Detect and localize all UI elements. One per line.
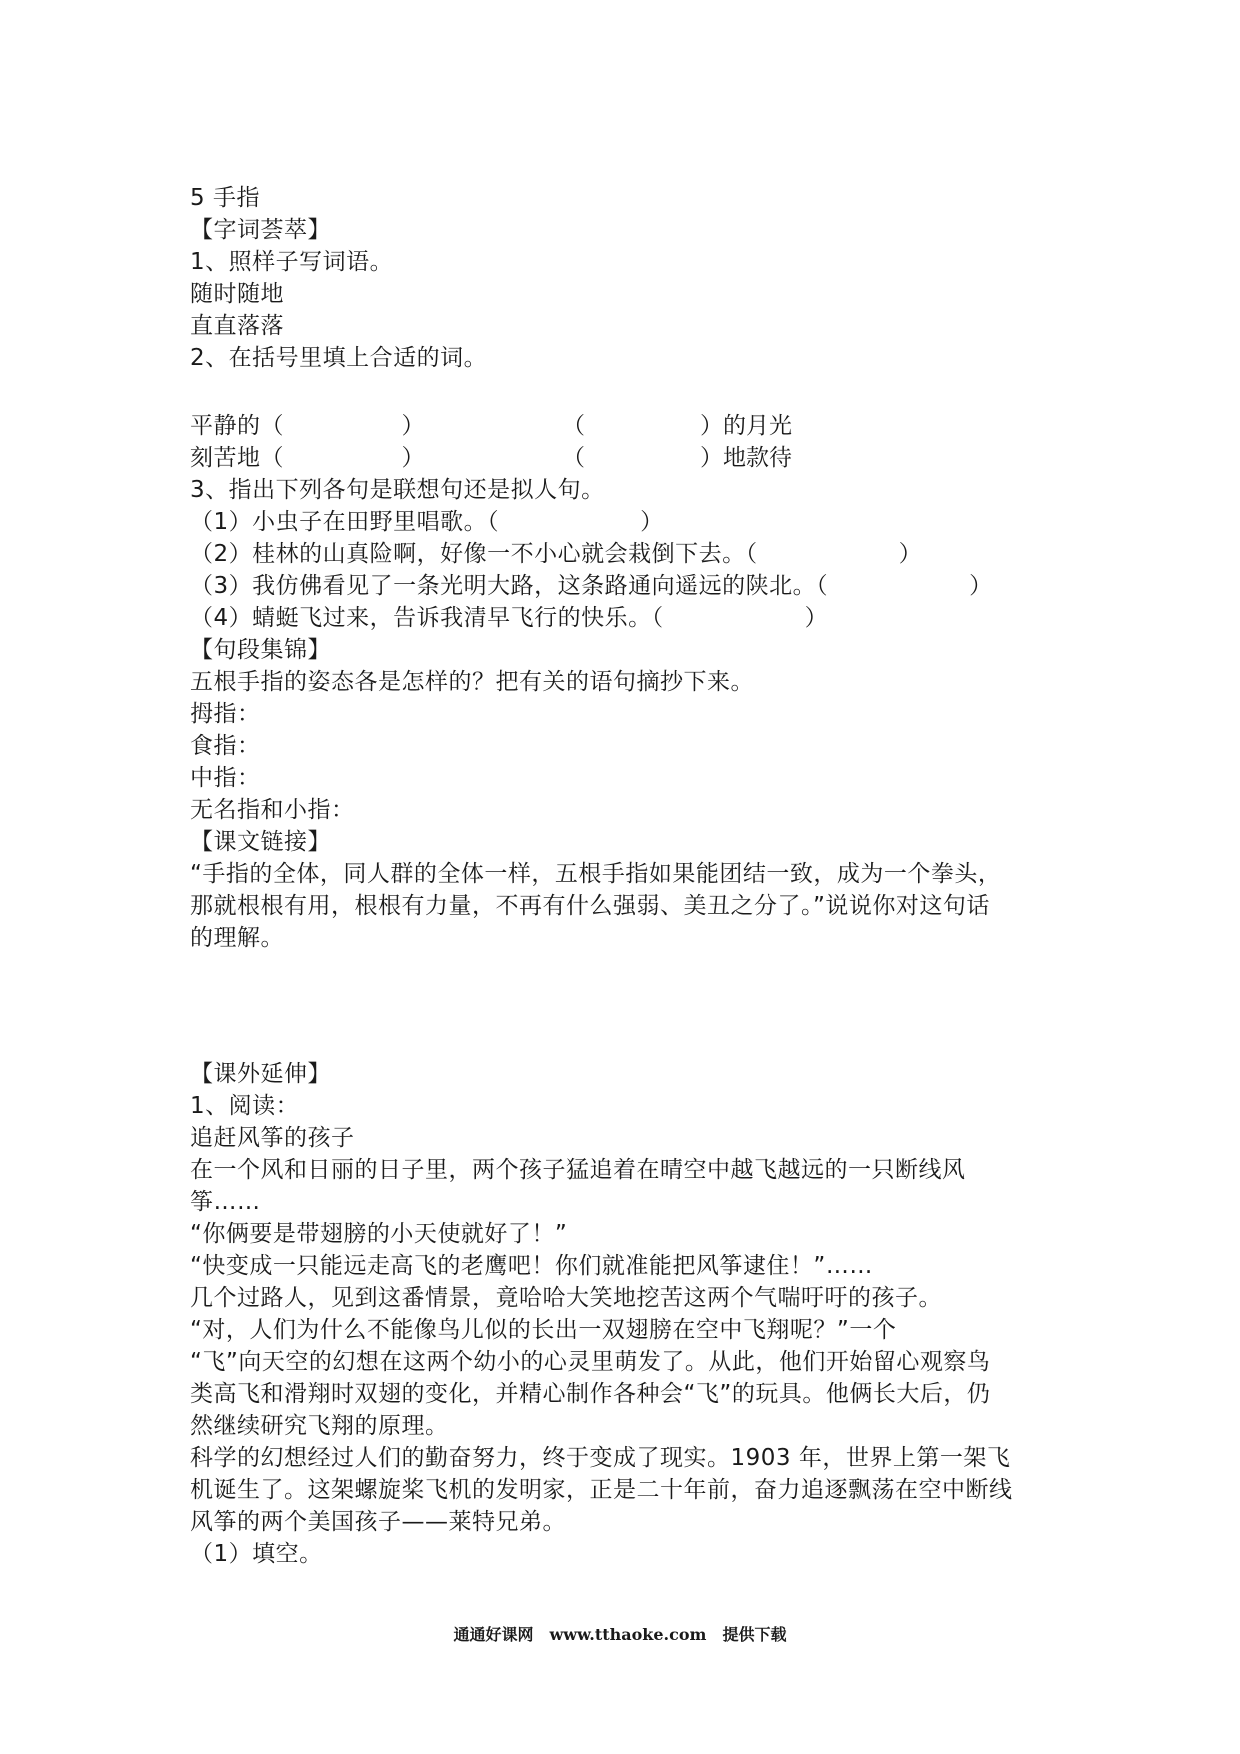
finger-index: 食指： [190, 733, 261, 759]
footer-source: 通通好课网 www.tthaoke.com 提供下载 [453, 1625, 787, 1644]
fill-row-1-left: 平静的（ ） [190, 413, 425, 439]
question-2: 2、在括号里填上合适的词。 [190, 345, 488, 371]
story-line-6: “对，人们为什么不能像鸟儿似的长出一双翅膀在空中飞翔呢？”一个 [190, 1317, 897, 1343]
fill-row-2-left: 刻苦地（ ） [190, 445, 425, 471]
question-3: 3、指出下列各句是联想句还是拟人句。 [190, 477, 605, 503]
text-link-line-3: 的理解。 [190, 925, 284, 951]
finger-thumb: 拇指： [190, 701, 261, 727]
fill-row-2-right: （ ）地款待 [562, 445, 792, 471]
text-link-line-2: 那就根根有用，根根有力量，不再有什么强弱、美丑之分了。”说说你对这句话 [190, 893, 990, 919]
story-line-4: “快变成一只能远走高飞的老鹰吧！你们就准能把风筝逮住！”…… [190, 1253, 873, 1279]
story-line-11: 机诞生了。这架螺旋桨飞机的发明家，正是二十年前，奋力追逐飘荡在空中断线 [190, 1477, 1013, 1503]
finger-ring-little: 无名指和小指： [190, 797, 355, 823]
section-heading-extension: 【课外延伸】 [190, 1061, 331, 1087]
reading-question: 1、阅读： [190, 1093, 300, 1119]
sentence-item-2: （2）桂林的山真险啊，好像一不小心就会栽倒下去。（ ） [190, 541, 923, 567]
story-title: 追赶风筝的孩子 [190, 1125, 355, 1151]
question-1: 1、照样子写词语。 [190, 249, 394, 275]
fill-row-1-right: （ ）的月光 [562, 413, 792, 439]
story-line-7: “飞”向天空的幻想在这两个幼小的心灵里萌发了。从此，他们开始留心观察鸟 [190, 1349, 991, 1375]
story-line-12: 风筝的两个美国孩子——莱特兄弟。 [190, 1509, 566, 1535]
story-line-1: 在一个风和日丽的日子里，两个孩子猛追着在晴空中越飞越远的一只断线风 [190, 1157, 966, 1183]
sub-question-fill: （1）填空。 [190, 1541, 323, 1567]
lesson-title: 5 手指 [190, 185, 260, 211]
sentence-item-4: （4）蜻蜓飞过来，告诉我清早飞行的快乐。（ ） [190, 605, 829, 631]
example-word-2: 直直落落 [190, 313, 284, 339]
finger-middle: 中指： [190, 765, 261, 791]
example-word-1: 随时随地 [190, 281, 284, 307]
passages-prompt: 五根手指的姿态各是怎样的？把有关的语句摘抄下来。 [190, 669, 754, 695]
sentence-item-3: （3）我仿佛看见了一条光明大路，这条路通向遥远的陕北。（ ） [190, 573, 993, 599]
story-line-8: 类高飞和滑翔时双翅的变化，并精心制作各种会“飞”的玩具。他俩长大后，仍 [190, 1381, 991, 1407]
section-heading-vocabulary: 【字词荟萃】 [190, 217, 331, 243]
story-line-5: 几个过路人，见到这番情景，竟哈哈大笑地挖苦这两个气喘吁吁的孩子。 [190, 1285, 942, 1311]
section-heading-text-link: 【课文链接】 [190, 829, 331, 855]
story-line-10: 科学的幻想经过人们的勤奋努力，终于变成了现实。1903 年，世界上第一架飞 [190, 1445, 1011, 1471]
story-line-2: 筝…… [190, 1189, 261, 1215]
section-heading-passages: 【句段集锦】 [190, 637, 331, 663]
sentence-item-1: （1）小虫子在田野里唱歌。（ ） [190, 509, 664, 535]
story-line-3: “你俩要是带翅膀的小天使就好了！” [190, 1221, 568, 1247]
text-link-line-1: “手指的全体，同人群的全体一样，五根手指如果能团结一致，成为一个拳头， [190, 861, 1002, 887]
story-line-9: 然继续研究飞翔的原理。 [190, 1413, 449, 1439]
